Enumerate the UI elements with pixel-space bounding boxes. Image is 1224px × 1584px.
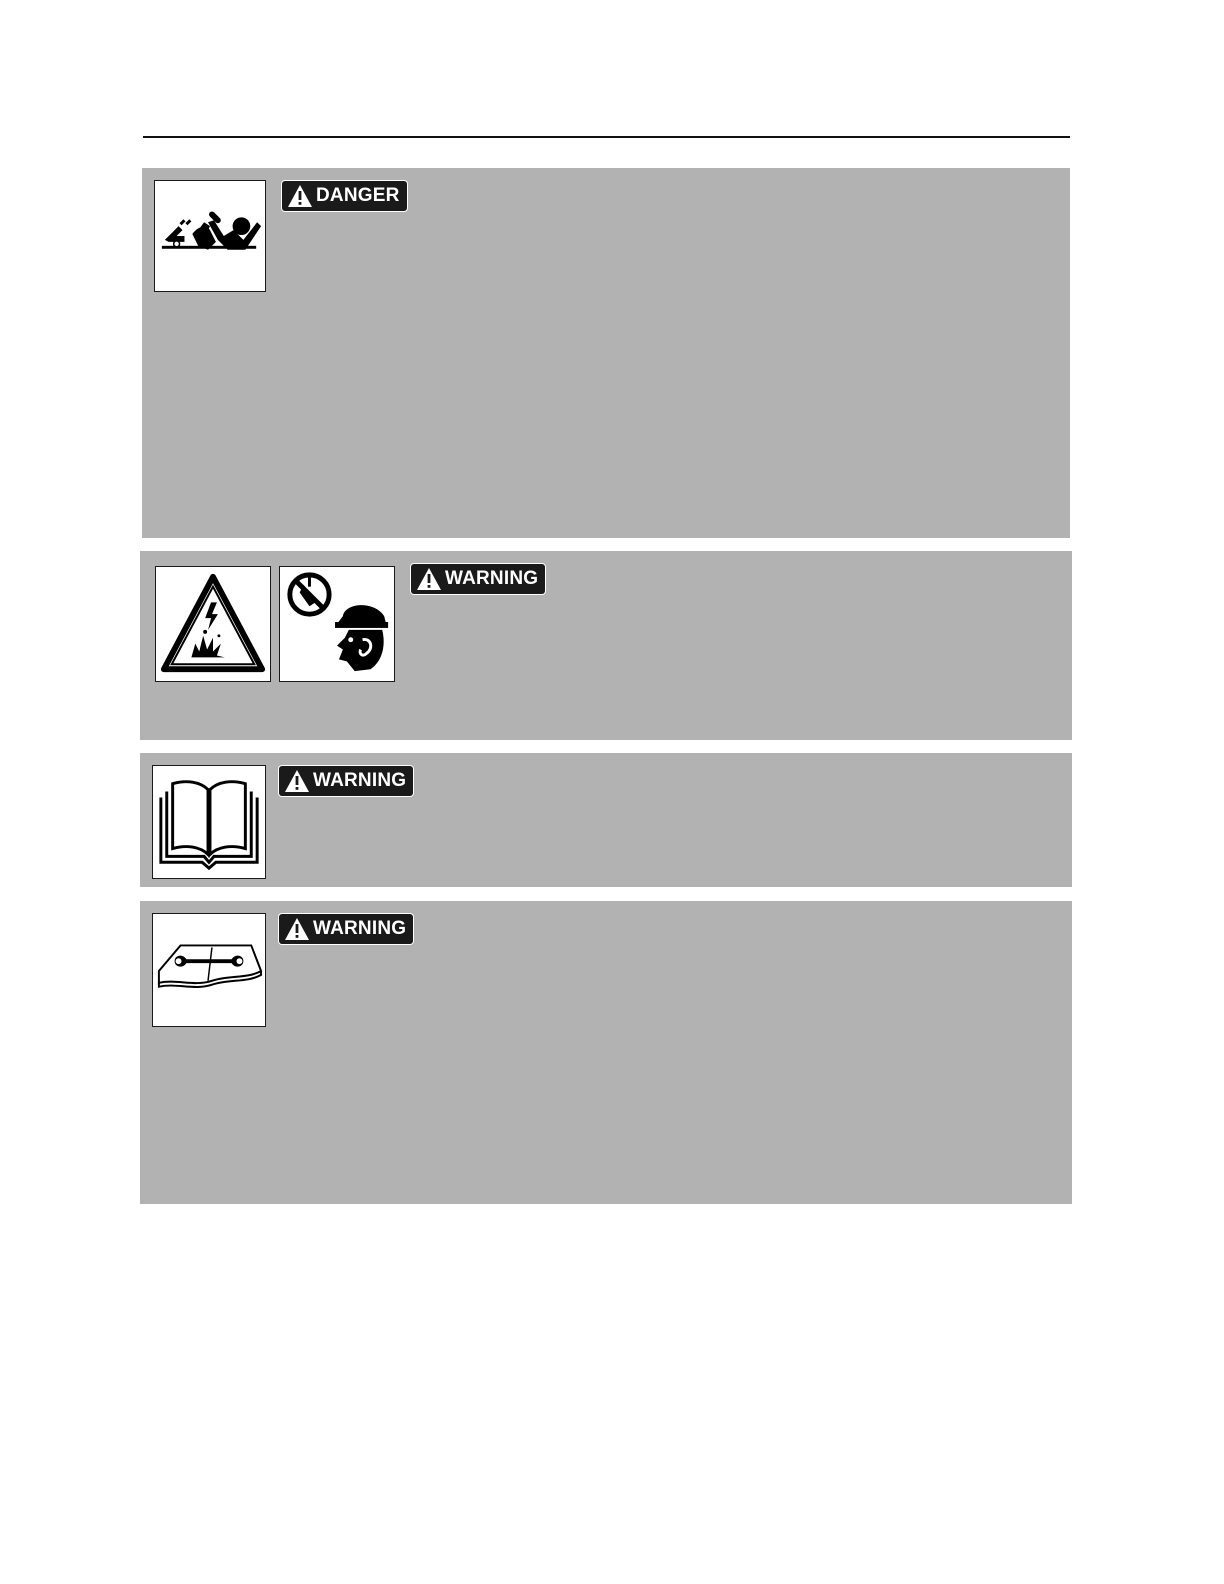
alert-triangle-icon xyxy=(284,769,310,793)
alert-triangle-icon xyxy=(284,917,310,941)
header-rule xyxy=(143,136,1070,138)
electric-explosion-hazard-icon xyxy=(155,566,271,682)
signal-word: WARNING xyxy=(445,568,539,589)
signal-word: WARNING xyxy=(313,918,407,939)
danger-panel xyxy=(142,168,1070,538)
warning-badge xyxy=(279,914,413,944)
entanglement-hazard-icon xyxy=(154,180,266,292)
read-manual-icon xyxy=(152,765,266,879)
warning-badge xyxy=(279,766,413,796)
danger-badge xyxy=(282,181,407,211)
no-digging-hardhat-icon xyxy=(279,566,395,682)
service-manual-wrench-icon xyxy=(152,913,266,1027)
warning-panel-electric xyxy=(140,551,1072,740)
warning-panel-manual xyxy=(140,753,1072,887)
signal-word: WARNING xyxy=(313,770,407,791)
warning-badge xyxy=(411,564,545,594)
alert-triangle-icon xyxy=(416,567,442,591)
warning-panel-service xyxy=(140,901,1072,1204)
signal-word: DANGER xyxy=(316,185,400,206)
alert-triangle-icon xyxy=(287,184,313,208)
